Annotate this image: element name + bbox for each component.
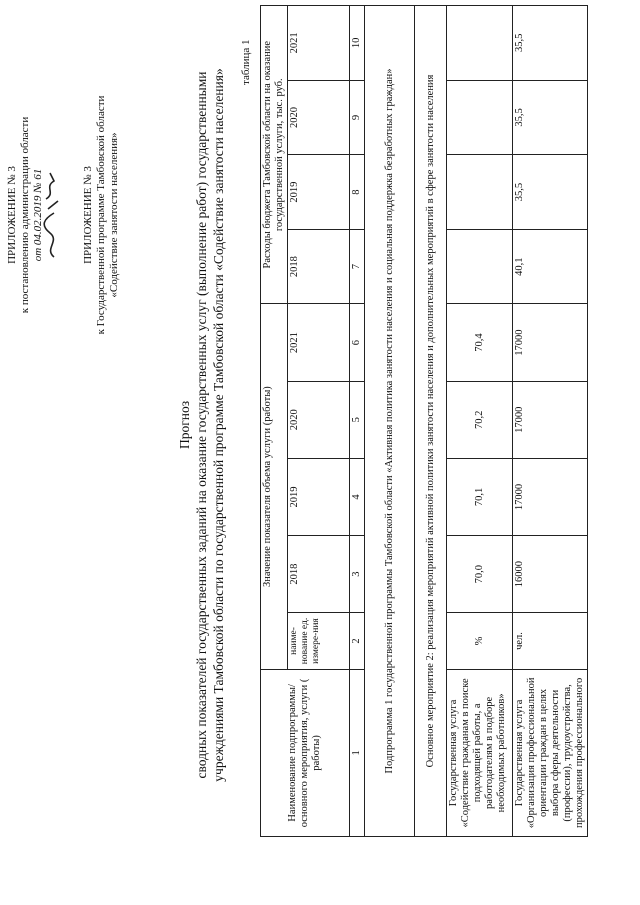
volume-2020: 70,2 (447, 381, 513, 458)
title-heading: Прогноз (177, 400, 192, 450)
budget-2021 (447, 6, 513, 81)
title-line-2: учреждениями Тамбовской области по государственной программе Тамбовской области «Содействие занятости населения» (211, 68, 226, 782)
budget-2020: 35,5 (513, 80, 588, 155)
appendix-decree-reference: к постановлению администрации области (19, 116, 31, 314)
handwritten-date-number (40, 169, 62, 259)
appendix-program-name: «Содействие занятости населения» (108, 132, 120, 298)
document-title (176, 5, 227, 845)
head-budget: Расходы бюджета Тамбовской области на оказание государственной услуги, тыс. руб. (261, 6, 288, 304)
volume-2019: 17000 (513, 458, 588, 535)
col-num-7: 7 (350, 229, 365, 304)
appendix-decree-number: ПРИЛОЖЕНИЕ № 3 (6, 166, 18, 264)
head-volume: Значение показателя объема услуги (работы) (261, 304, 288, 669)
budget-2020 (447, 80, 513, 155)
main-event-title: Основное мероприятие 2: реализация мероприятий активной политики занятости населения и дополнительных мероприятий в сфере занятости населения (415, 6, 447, 837)
volume-2021: 70,4 (447, 304, 513, 381)
appendix-program-heading (82, 0, 121, 435)
col-num-5: 5 (350, 381, 365, 458)
head-year-2021: 2021 (288, 304, 350, 381)
service-unit: % (447, 613, 513, 670)
head-year-2020: 2020 (288, 381, 350, 458)
col-num-9: 9 (350, 80, 365, 155)
budget-2019 (447, 155, 513, 230)
head-unit: наиме-нование ед. измере-ния (288, 613, 350, 670)
table-row (513, 6, 588, 837)
volume-2021: 17000 (513, 304, 588, 381)
col-num-8: 8 (350, 155, 365, 230)
head-budget-2021: 2021 (288, 6, 350, 81)
header-row-1 (261, 6, 288, 837)
head-year-2019: 2019 (288, 458, 350, 535)
table-row (447, 6, 513, 837)
head-budget-2019: 2019 (288, 155, 350, 230)
budget-2018: 40,1 (513, 229, 588, 304)
forecast-table (260, 5, 588, 837)
column-number-row (350, 6, 365, 837)
volume-2019: 70,1 (447, 458, 513, 535)
col-num-4: 4 (350, 458, 365, 535)
volume-2020: 17000 (513, 381, 588, 458)
service-unit: чел. (513, 613, 588, 670)
appendix-program-reference: к Государственной программе Тамбовской области (95, 95, 107, 335)
service-name: Государственная услуга «Содействие гражданам в поиске подходящей работы, а работодателям в подборе необходимых работников» (447, 669, 513, 836)
head-year-2018: 2018 (288, 536, 350, 613)
main-event-row (415, 6, 447, 837)
budget-2018 (447, 229, 513, 304)
head-name: Наименование подпрограммы/ основного мероприятия, услуги ( работы) (261, 669, 350, 836)
col-num-1: 1 (350, 669, 365, 836)
volume-2018: 16000 (513, 536, 588, 613)
head-budget-2020: 2020 (288, 80, 350, 155)
col-num-10: 10 (350, 6, 365, 81)
service-name: Государственная услуга «Организация профессиональной ориентации граждан в целях выбора сферы деятельности (профессии), трудоустройства, прохождения профессионального (513, 669, 588, 836)
subprogram-title: Подпрограмма 1 государственной программы Тамбовской области «Активная политика занятости населения и социальная поддержка безработных граждан» (365, 6, 415, 837)
col-num-2: 2 (350, 613, 365, 670)
col-num-3: 3 (350, 536, 365, 613)
appendix-program-number: ПРИЛОЖЕНИЕ № 3 (82, 166, 94, 264)
budget-2021: 35,5 (513, 6, 588, 81)
col-num-6: 6 (350, 304, 365, 381)
budget-2019: 35,5 (513, 155, 588, 230)
appendix-decree-date: от 04.02.2019 № 61 (32, 168, 44, 262)
table-label: таблица 1 (240, 39, 252, 85)
volume-2018: 70,0 (447, 536, 513, 613)
title-line-1: сводных показателей государственных заданий на оказание государственных услуг (выполнение работ) государственными (194, 71, 209, 779)
head-budget-2018: 2018 (288, 229, 350, 304)
subprogram-row (365, 6, 415, 837)
